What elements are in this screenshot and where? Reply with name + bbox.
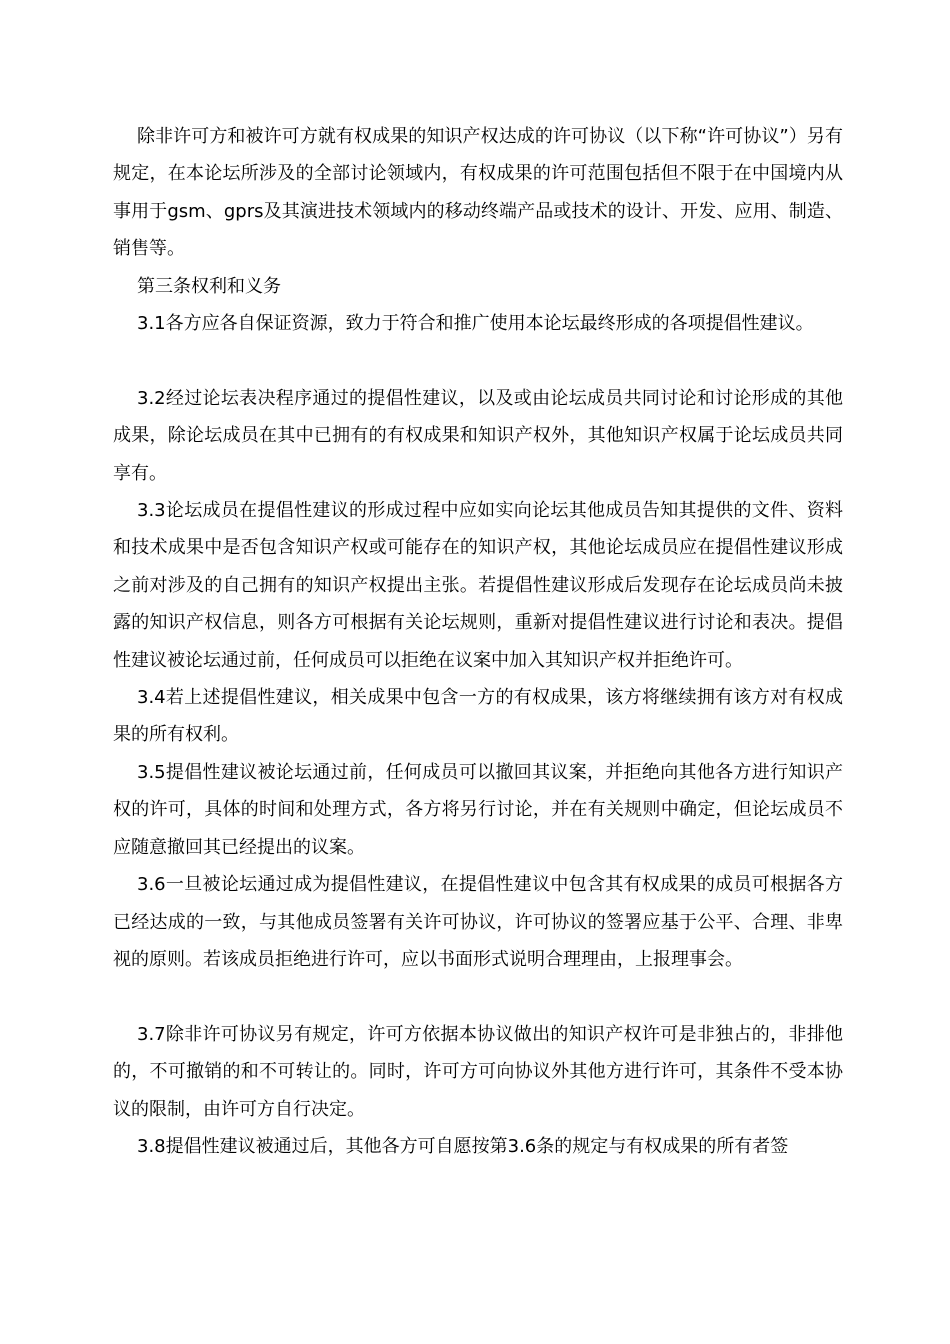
paragraph-3-8: 3.8提倡性建议被通过后，其他各方可自愿按第3.6条的规定与有权成果的所有者签 — [137, 1135, 789, 1157]
blank-line — [113, 342, 843, 379]
section-heading-article-3: 第三条权利和义务 — [137, 275, 281, 297]
paragraph-3-5: 3.5提倡性建议被论坛通过前，任何成员可以撤回其议案，并拒绝向其他各方进行知识产权的许可，具体的时间和处理方式，各方将另行讨论，并在有关规则中确定，但论坛成员不应随意撤回其已经提出的议案。 — [113, 761, 843, 858]
paragraph-3-3: 3.3论坛成员在提倡性建议的形成过程中应如实向论坛其他成员告知其提供的文件、资料和技术成果中是否包含知识产权或可能存在的知识产权，其他论坛成员应在提倡性建议形成之前对涉及的自己拥有的知识产权提出主张。若提倡性建议形成后发现存在论坛成员尚未披露的知识产权信息，则各方可根据有关论坛规则，重新对提倡性建议进行讨论和表决。提倡性建议被论坛通过前，任何成员可以拒绝在议案中加入其知识产权并拒绝许可。 — [113, 500, 843, 671]
blank-line — [113, 978, 843, 1015]
paragraph-3-4: 3.4若上述提倡性建议，相关成果中包含一方的有权成果，该方将继续拥有该方对有权成果的所有权利。 — [113, 687, 843, 746]
paragraph-3-6: 3.6一旦被论坛通过成为提倡性建议，在提倡性建议中包含其有权成果的成员可根据各方已经达成的一致，与其他成员签署有关许可协议，许可协议的签署应基于公平、合理、非卑视的原则。若该成员拒绝进行许可，应以书面形式说明合理理由，上报理事会。 — [113, 874, 843, 970]
paragraph-3-2: 3.2经过论坛表决程序通过的提倡性建议，以及或由论坛成员共同讨论和讨论形成的其他成果，除论坛成员在其中已拥有的有权成果和知识产权外，其他知识产权属于论坛成员共同享有。 — [113, 387, 843, 484]
document-body — [113, 118, 843, 1165]
paragraph-license-scope: 除非许可方和被许可方就有权成果的知识产权达成的许可协议（以下称“许可协议”）另有规定，在本论坛所涉及的全部讨论领域内，有权成果的许可范围包括但不限于在中国境内从事用于gsm、gprs及其演进技术领域内的移动终端产品或技术的设计、开发、应用、制造、销售等。 — [113, 126, 843, 260]
paragraph-3-1: 3.1各方应各自保证资源，致力于符合和推广使用本论坛最终形成的各项提倡性建议。 — [137, 313, 814, 335]
paragraph-3-7: 3.7除非许可协议另有规定，许可方依据本协议做出的知识产权许可是非独占的，非排他的，不可撤销的和不可转让的。同时，许可方可向协议外其他方进行许可，其条件不受本协议的限制，由许可方自行决定。 — [113, 1023, 843, 1120]
